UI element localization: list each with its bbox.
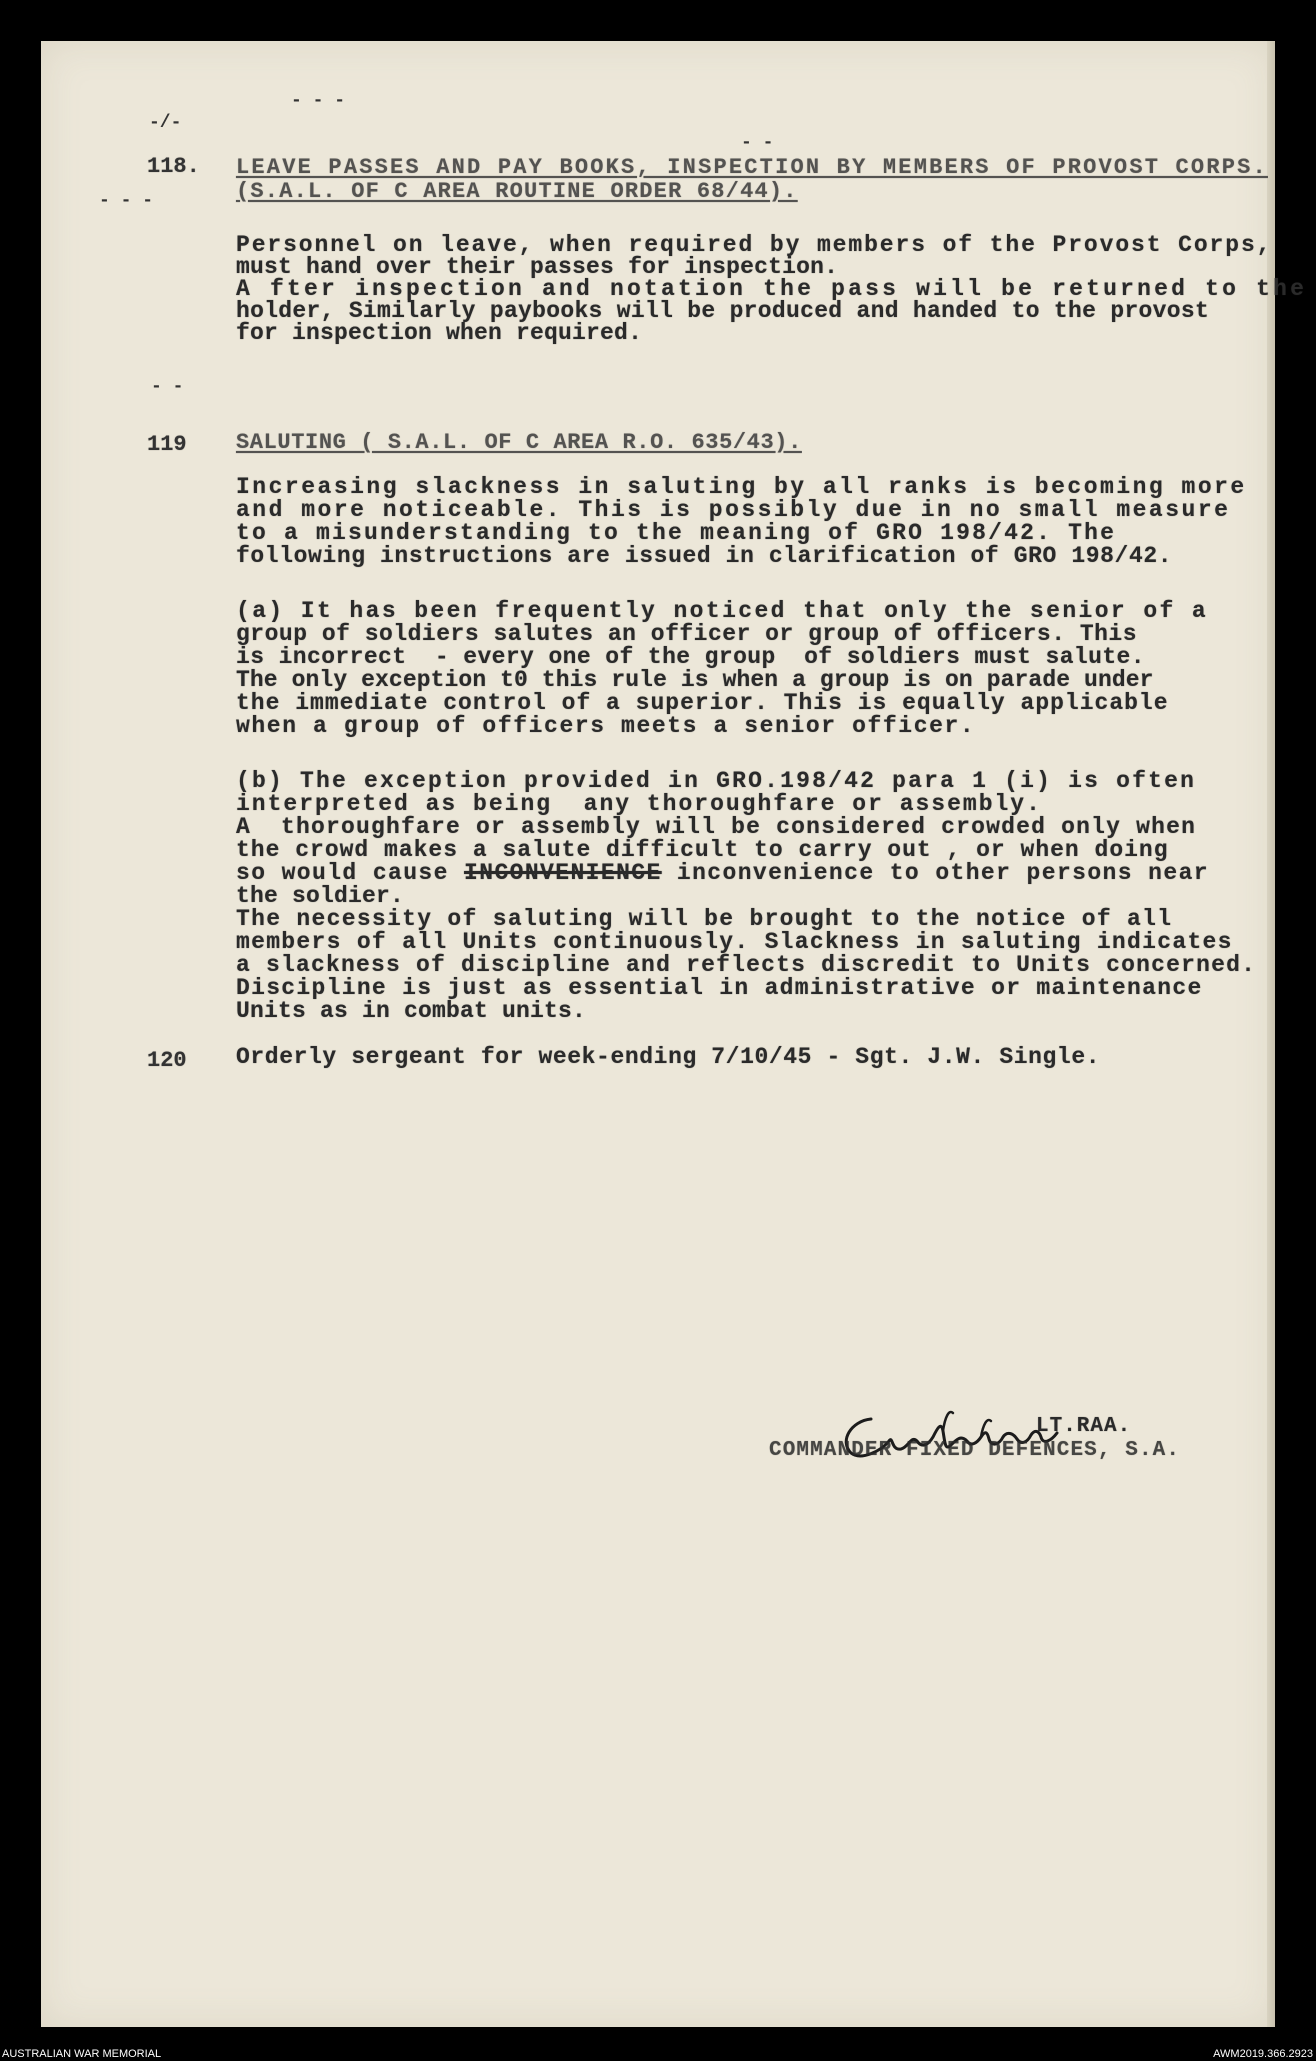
item-119-para-b-line-10: Discipline is just as essential in administrative or maintenance [236,975,1203,1001]
item-number-118: 118. [147,154,200,179]
item-119-para-b-line-9: a slackness of discipline and reflects discredit to Units concerned. [236,952,1257,978]
struck-line-before: so would cause [236,860,465,886]
item-119-para-a-line-5: the immediate control of a superior. This is equally applicable [236,690,1169,716]
item-120-body: Orderly sergeant for week-ending 7/10/45 - Sgt. J.W. Single. [236,1044,1101,1070]
stray-mark: - - - [99,191,154,211]
item-119-para1-line-1: Increasing slackness in saluting by all ranks is becoming more [236,474,1247,500]
item-119-para-b-line-5 [236,862,1209,885]
item-119-para-b-line-6: the soldier. [236,883,405,909]
item-118-body-line-1: Personnel on leave, when required by members of the Provost Corps, [236,232,1273,258]
stray-mark: - - [741,133,774,153]
item-119-para-b-line-1: (b) The exception provided in GRO.198/42 para 1 (i) is often [236,768,1197,794]
stray-mark: - - - [291,91,346,111]
item-119-para-a-line-2: group of soldiers salutes an officer or group of officers. This [236,621,1138,647]
item-119-para-b-line-8: members of all Units continuously. Slackness in saluting indicates [236,929,1233,955]
footer-credit: AUSTRALIAN WAR MEMORIAL [2,2048,162,2060]
page-edge [1267,41,1275,2027]
item-119-para-a-line-3: is incorrect - every one of the group of soldiers must salute. [236,644,1145,670]
struck-out-word: INCONVENIENCE [464,860,662,886]
item-119-para-b-line-3: A thoroughfare or assembly will be considered crowded only when [236,814,1197,840]
signatory-rank: LT.RAA. [1036,1415,1132,1438]
item-number-119: 119 [147,432,187,457]
item-118-body-line-2: must hand over their passes for inspection. [236,254,839,280]
item-118-body-line-4: holder, Similarly paybooks will be produced and handed to the provost [236,298,1210,324]
item-119-para-a-line-6: when a group of officers meets a senior officer. [236,713,976,739]
item-119-heading: SALUTING ( S.A.L. OF C AREA R.O. 635/43). [236,430,802,455]
stray-mark: -/- [149,113,182,133]
item-number-120: 120 [147,1048,187,1073]
item-118-heading-line-2: (S.A.L. OF C AREA ROUTINE ORDER 68/44). [236,179,798,204]
item-119-para1-line-4: following instructions are issued in clarification of GRO 198/42. [236,543,1173,569]
struck-line-after: inconvenience to other persons near [661,860,1209,886]
item-119-para-a-line-1: (a) It has been frequently noticed that only the senior of a [236,598,1209,624]
item-118-heading-line-1: LEAVE PASSES AND PAY BOOKS, INSPECTION BY MEMBERS OF PROVOST CORPS. [236,155,1268,180]
footer-accession-number: AWM2019.366.2923 [1213,2048,1313,2060]
item-119-para-b-line-7: The necessity of saluting will be brought to the notice of all [236,906,1173,932]
document-page [41,41,1308,2027]
item-118-body-line-3: A fter inspection and notation the pass will be returned to the [236,276,1308,302]
stray-mark: - - [151,377,184,397]
item-119-para-b-line-11: Units as in combat units. [236,998,587,1024]
item-118-body-line-5: for inspection when required. [236,320,643,346]
item-119-para-b-line-2: interpreted as being any thoroughfare or assembly. [236,791,1042,817]
item-119-para1-line-2: and more noticeable. This is possibly due in no small measure [236,497,1231,523]
item-119-para-a-line-4: The only exception t0 this rule is when a group is on parade under [236,667,1154,693]
item-119-para1-line-3: to a misunderstanding to the meaning of GRO 198/42. The [236,520,1117,546]
signatory-title: COMMANDER FIXED DEFENCES, S.A. [769,1439,1181,1462]
item-119-para-b-line-4: the crowd makes a salute difficult to carry out , or when doing [236,837,1169,863]
